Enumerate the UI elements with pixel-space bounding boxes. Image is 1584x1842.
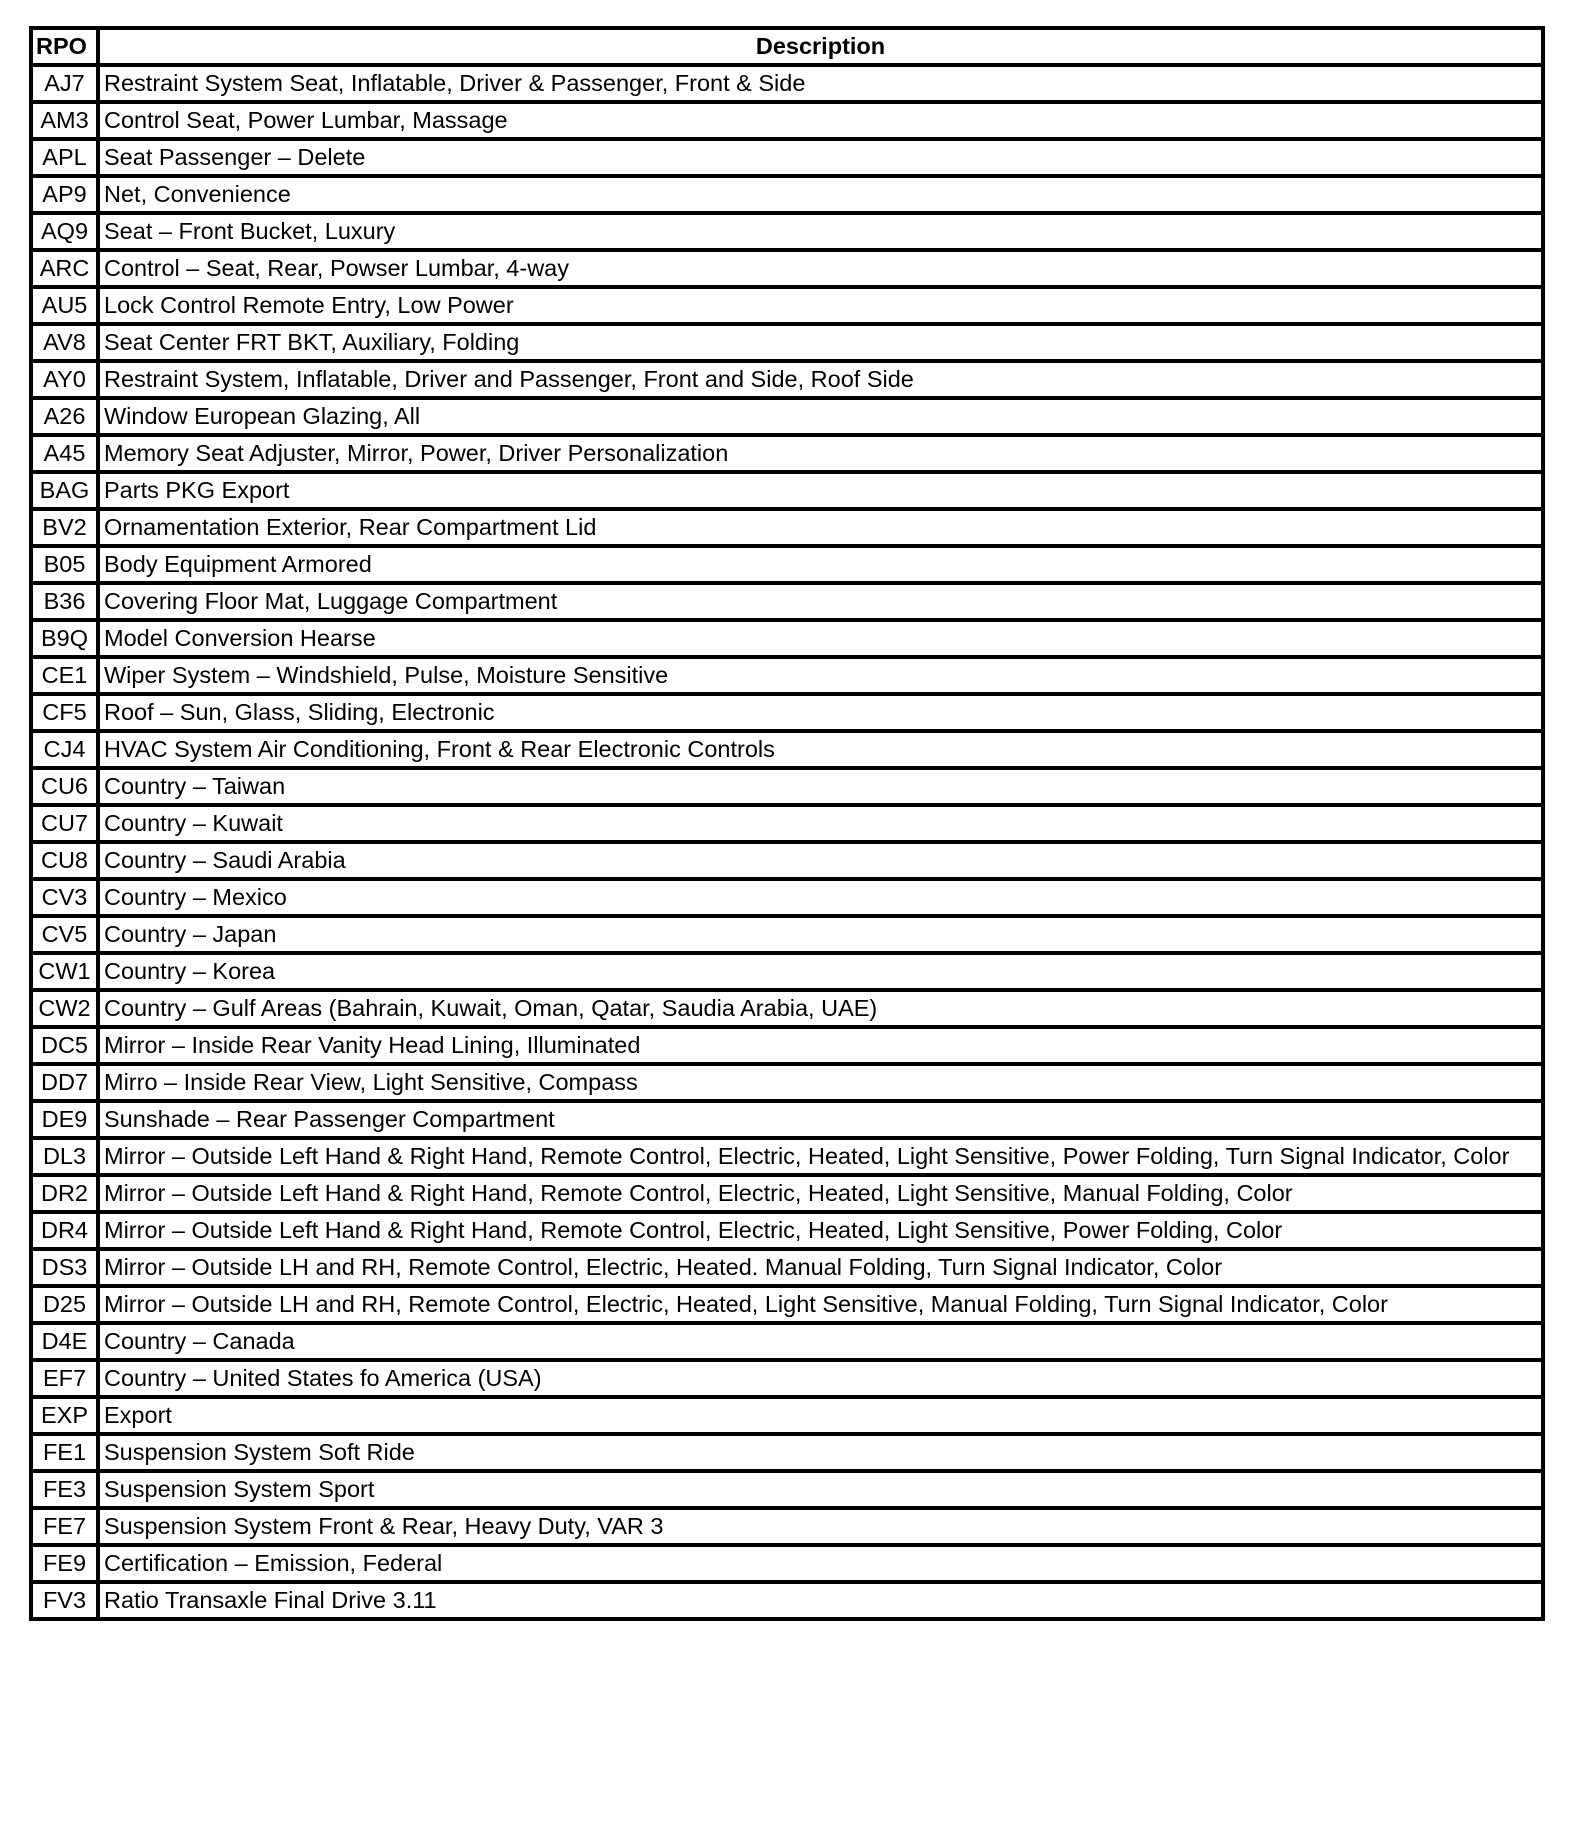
rpo-code-cell: CF5 — [31, 694, 98, 731]
description-cell: Roof – Sun, Glass, Sliding, Electronic — [98, 694, 1543, 731]
table-row — [31, 805, 1543, 842]
table-row — [31, 1360, 1543, 1397]
table-row — [31, 768, 1543, 805]
rpo-code-cell: CJ4 — [31, 731, 98, 768]
rpo-code-cell: FE3 — [31, 1471, 98, 1508]
table-header — [31, 28, 1543, 65]
rpo-code-cell: DR4 — [31, 1212, 98, 1249]
rpo-code-cell: DS3 — [31, 1249, 98, 1286]
table-row — [31, 1471, 1543, 1508]
description-cell: Net, Convenience — [98, 176, 1543, 213]
description-cell: Covering Floor Mat, Luggage Compartment — [98, 583, 1543, 620]
description-cell: Mirror – Outside Left Hand & Right Hand, Remote Control, Electric, Heated, Light Sensitive, Power Folding, Turn Signal Indicator, Color — [98, 1138, 1543, 1175]
table-row — [31, 1545, 1543, 1582]
description-cell: Country – Mexico — [98, 879, 1543, 916]
header-row — [31, 28, 1543, 65]
rpo-code-cell: DD7 — [31, 1064, 98, 1101]
rpo-code-cell: DR2 — [31, 1175, 98, 1212]
table-row — [31, 916, 1543, 953]
rpo-code-cell: CW2 — [31, 990, 98, 1027]
table-row — [31, 731, 1543, 768]
table-row — [31, 1212, 1543, 1249]
rpo-code-cell: DL3 — [31, 1138, 98, 1175]
table-row — [31, 1323, 1543, 1360]
rpo-code-cell: APL — [31, 139, 98, 176]
table-row — [31, 1101, 1543, 1138]
table-row — [31, 694, 1543, 731]
table-row — [31, 657, 1543, 694]
rpo-table — [29, 26, 1545, 1621]
table-row — [31, 879, 1543, 916]
rpo-code-cell: AQ9 — [31, 213, 98, 250]
table-row — [31, 1582, 1543, 1619]
description-cell: HVAC System Air Conditioning, Front & Rear Electronic Controls — [98, 731, 1543, 768]
description-cell: Body Equipment Armored — [98, 546, 1543, 583]
description-cell: Export — [98, 1397, 1543, 1434]
description-cell: Suspension System Front & Rear, Heavy Duty, VAR 3 — [98, 1508, 1543, 1545]
rpo-code-cell: EXP — [31, 1397, 98, 1434]
rpo-code-cell: A26 — [31, 398, 98, 435]
rpo-code-cell: DC5 — [31, 1027, 98, 1064]
table-row — [31, 102, 1543, 139]
rpo-code-cell: B9Q — [31, 620, 98, 657]
description-cell: Certification – Emission, Federal — [98, 1545, 1543, 1582]
rpo-code-cell: A45 — [31, 435, 98, 472]
description-cell: Control – Seat, Rear, Powser Lumbar, 4-way — [98, 250, 1543, 287]
rpo-code-cell: AU5 — [31, 287, 98, 324]
description-cell: Country – Canada — [98, 1323, 1543, 1360]
table-row — [31, 324, 1543, 361]
table-row — [31, 1286, 1543, 1323]
description-cell: Seat – Front Bucket, Luxury — [98, 213, 1543, 250]
description-cell: Sunshade – Rear Passenger Compartment — [98, 1101, 1543, 1138]
rpo-code-cell: AJ7 — [31, 65, 98, 102]
table-row — [31, 620, 1543, 657]
rpo-code-cell: CU8 — [31, 842, 98, 879]
description-cell: Lock Control Remote Entry, Low Power — [98, 287, 1543, 324]
rpo-code-cell: FE1 — [31, 1434, 98, 1471]
rpo-code-cell: CU6 — [31, 768, 98, 805]
table-row — [31, 1027, 1543, 1064]
description-cell: Suspension System Soft Ride — [98, 1434, 1543, 1471]
table-row — [31, 1175, 1543, 1212]
description-cell: Restraint System Seat, Inflatable, Driver & Passenger, Front & Side — [98, 65, 1543, 102]
description-cell: Mirror – Inside Rear Vanity Head Lining, Illuminated — [98, 1027, 1543, 1064]
table-row — [31, 1064, 1543, 1101]
rpo-code-cell: AV8 — [31, 324, 98, 361]
description-cell: Country – Japan — [98, 916, 1543, 953]
table-row — [31, 1434, 1543, 1471]
rpo-code-cell: BV2 — [31, 509, 98, 546]
rpo-code-cell: EF7 — [31, 1360, 98, 1397]
description-cell: Ornamentation Exterior, Rear Compartment Lid — [98, 509, 1543, 546]
rpo-code-cell: B36 — [31, 583, 98, 620]
table-row — [31, 583, 1543, 620]
rpo-code-cell: D25 — [31, 1286, 98, 1323]
description-cell: Mirror – Outside Left Hand & Right Hand, Remote Control, Electric, Heated, Light Sensitive, Power Folding, Color — [98, 1212, 1543, 1249]
table-row — [31, 213, 1543, 250]
rpo-code-cell: AP9 — [31, 176, 98, 213]
description-column-header: Description — [98, 28, 1543, 65]
table-row — [31, 287, 1543, 324]
table-row — [31, 250, 1543, 287]
table-row — [31, 990, 1543, 1027]
description-cell: Mirro – Inside Rear View, Light Sensitive, Compass — [98, 1064, 1543, 1101]
rpo-code-cell: CV3 — [31, 879, 98, 916]
table-row — [31, 1508, 1543, 1545]
description-cell: Seat Passenger – Delete — [98, 139, 1543, 176]
description-cell: Mirror – Outside LH and RH, Remote Control, Electric, Heated. Manual Folding, Turn Signal Indicator, Color — [98, 1249, 1543, 1286]
table-row — [31, 361, 1543, 398]
description-cell: Wiper System – Windshield, Pulse, Moisture Sensitive — [98, 657, 1543, 694]
rpo-code-cell: BAG — [31, 472, 98, 509]
description-cell: Ratio Transaxle Final Drive 3.11 — [98, 1582, 1543, 1619]
table-row — [31, 472, 1543, 509]
description-cell: Country – Korea — [98, 953, 1543, 990]
rpo-column-header: RPO — [31, 28, 98, 65]
table-row — [31, 398, 1543, 435]
rpo-code-cell: AM3 — [31, 102, 98, 139]
table-row — [31, 509, 1543, 546]
rpo-code-cell: FE9 — [31, 1545, 98, 1582]
description-cell: Restraint System, Inflatable, Driver and Passenger, Front and Side, Roof Side — [98, 361, 1543, 398]
rpo-code-cell: DE9 — [31, 1101, 98, 1138]
table-row — [31, 1138, 1543, 1175]
description-cell: Country – Kuwait — [98, 805, 1543, 842]
table-row — [31, 546, 1543, 583]
rpo-code-cell: CW1 — [31, 953, 98, 990]
rpo-code-cell: CV5 — [31, 916, 98, 953]
rpo-code-cell: AY0 — [31, 361, 98, 398]
rpo-code-cell: FV3 — [31, 1582, 98, 1619]
description-cell: Country – Gulf Areas (Bahrain, Kuwait, Oman, Qatar, Saudia Arabia, UAE) — [98, 990, 1543, 1027]
table-row — [31, 435, 1543, 472]
description-cell: Control Seat, Power Lumbar, Massage — [98, 102, 1543, 139]
description-cell: Mirror – Outside Left Hand & Right Hand, Remote Control, Electric, Heated, Light Sensitive, Manual Folding, Color — [98, 1175, 1543, 1212]
description-cell: Memory Seat Adjuster, Mirror, Power, Driver Personalization — [98, 435, 1543, 472]
description-cell: Country – Saudi Arabia — [98, 842, 1543, 879]
description-cell: Mirror – Outside LH and RH, Remote Control, Electric, Heated, Light Sensitive, Manual Folding, Turn Signal Indicator, Color — [98, 1286, 1543, 1323]
table-row — [31, 953, 1543, 990]
description-cell: Suspension System Sport — [98, 1471, 1543, 1508]
description-cell: Country – Taiwan — [98, 768, 1543, 805]
table-row — [31, 1249, 1543, 1286]
table-row — [31, 176, 1543, 213]
table-body — [31, 65, 1543, 1619]
rpo-code-cell: B05 — [31, 546, 98, 583]
table-row — [31, 842, 1543, 879]
rpo-code-cell: ARC — [31, 250, 98, 287]
table-row — [31, 1397, 1543, 1434]
rpo-code-cell: FE7 — [31, 1508, 98, 1545]
description-cell: Country – United States fo America (USA) — [98, 1360, 1543, 1397]
rpo-code-cell: CE1 — [31, 657, 98, 694]
table-row — [31, 65, 1543, 102]
description-cell: Parts PKG Export — [98, 472, 1543, 509]
table-row — [31, 139, 1543, 176]
description-cell: Seat Center FRT BKT, Auxiliary, Folding — [98, 324, 1543, 361]
rpo-code-cell: D4E — [31, 1323, 98, 1360]
rpo-code-cell: CU7 — [31, 805, 98, 842]
description-cell: Window European Glazing, All — [98, 398, 1543, 435]
description-cell: Model Conversion Hearse — [98, 620, 1543, 657]
